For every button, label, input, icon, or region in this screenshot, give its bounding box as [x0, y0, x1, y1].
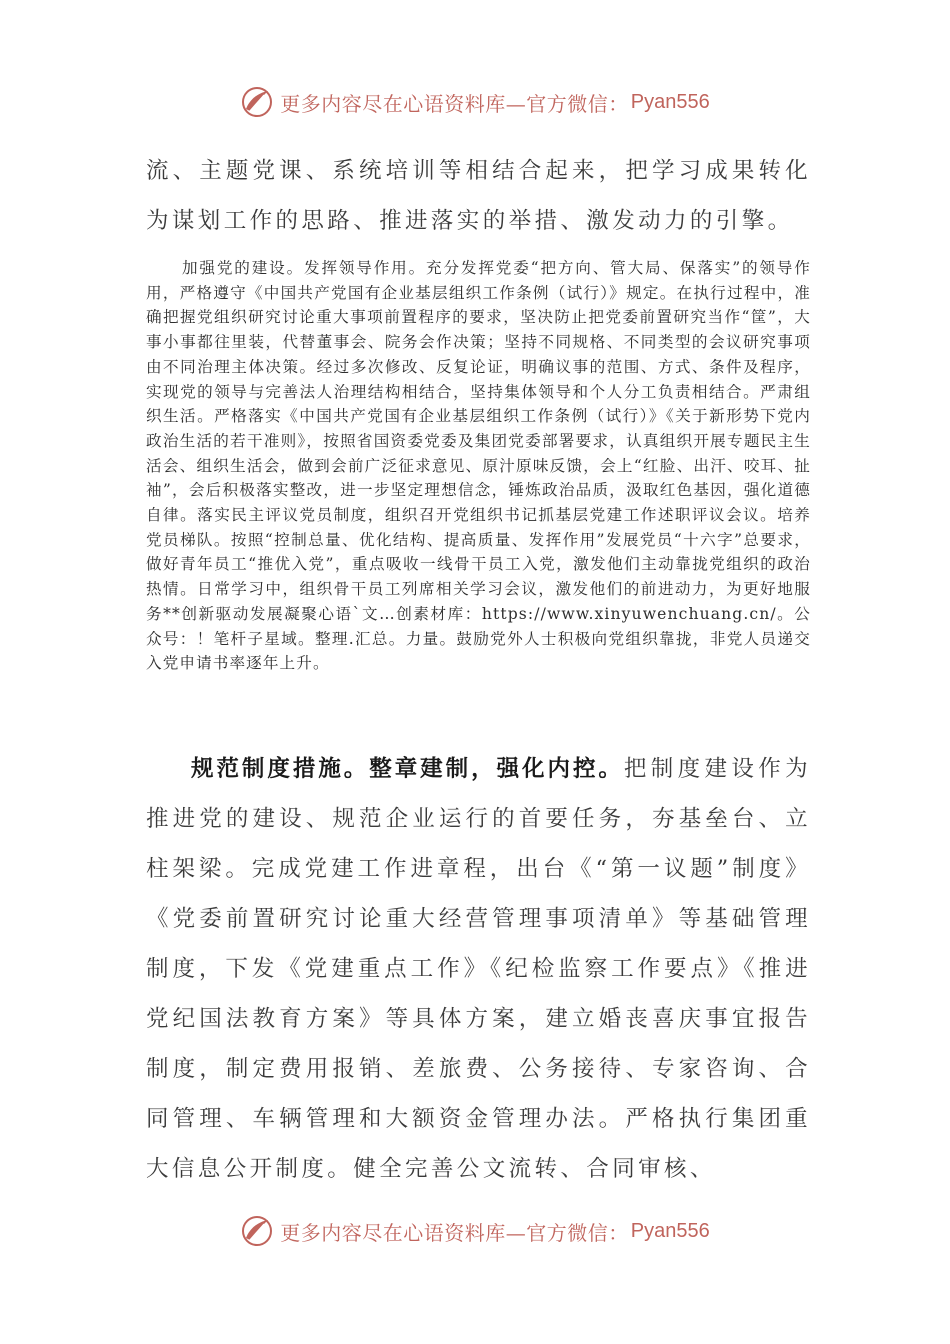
- pen-logo-icon: [240, 85, 274, 119]
- pen-logo-icon: [240, 1214, 274, 1248]
- paragraph-3-body: 把制度建设作为推进党的建设、规范企业运行的首要任务，夯基垒台、立柱架梁。完成党建工作进章程，出台《“第一议题”制度》《党委前置研究讨论重大经营管理事项清单》等基础管理制度，下发《党建重点工作》《纪检监察工作要点》《推进党纪国法教育方案》等具体方案，建立婚丧喜庆事宜报告制度，制定费用报销、差旅费、公务接待、专家咨询、合同管理、车辆管理和大额资金管理办法。严格执行集团重大信息公开制度。健全完善公文流转、合同审核、: [146, 756, 811, 1182]
- footer-banner-text: 更多内容尽在心语资料库—官方微信：: [280, 1220, 629, 1245]
- paragraph-3-lead: 规范制度措施。整章建制，强化内控。: [191, 756, 624, 782]
- paragraph-1: 流、主题党课、系统培训等相结合起来，把学习成果转化为谋划工作的思路、推进落实的举措、激发动力的引擎。: [146, 158, 811, 234]
- header-watermark-banner: [0, 82, 950, 122]
- paragraph-2: 加强党的建设。发挥领导作用。充分发挥党委“把方向、管大局、保落实”的领导作用，严格遵守《中国共产党国有企业基层组织工作条例（试行）》规定。在执行过程中，准确把握党组织研究讨论重大事项前置程序的要求，坚决防止把党委前置研究当作“筐”，大事小事都往里装，代替董事会、院务会作决策；坚持不同规格、不同类型的会议研究事项由不同治理主体决策。经过多次修改、反复论证，明确议事的范围、方式、条件及程序，实现党的领导与完善法人治理结构相结合，坚持集体领导和个人分工负责相结合。严肃组织生活。严格落实《中国共产党国有企业基层组织工作条例（试行）》《关于新形势下党内政治生活的若干准则》，按照省国资委党委及集团党委部署要求，认真组织开展专题民主生活会、组织生活会，做到会前广泛征求意见、原汁原味反馈，会上“红脸、出汗、咬耳、扯袖”，会后积极落实整改，进一步坚定理想信念，锤炼政治品质，汲取红色基因，强化道德自律。落实民主评议党员制度，组织召开党组织书记抓基层党建工作述职评议会议。培养党员梯队。按照“控制总量、优化结构、提高质量、发挥作用”发展党员“十六字”总要求，做好青年员工“推优入党”，重点吸收一线骨干员工入党，激发他们主动靠拢党组织的政治热情。日常学习中，组织骨干员工列席相关学习会议，激发他们的前进动力，为更好地服务**创新驱动发展凝聚心语`文…创素材库：https://www.xinyuwenchuang.cn/。公众号：！笔杆子星域。整理.汇总。力量。鼓励党外人士积极向党组织靠拢，非党人员递交入党申请书率逐年上升。: [146, 259, 811, 673]
- footer-banner-id: Pyan556: [630, 1219, 710, 1242]
- header-banner-text: 更多内容尽在心语资料库—官方微信：: [280, 91, 629, 116]
- header-banner-id: Pyan556: [630, 90, 710, 113]
- footer-watermark-banner: [0, 1211, 950, 1251]
- paragraph-3: [146, 744, 811, 1194]
